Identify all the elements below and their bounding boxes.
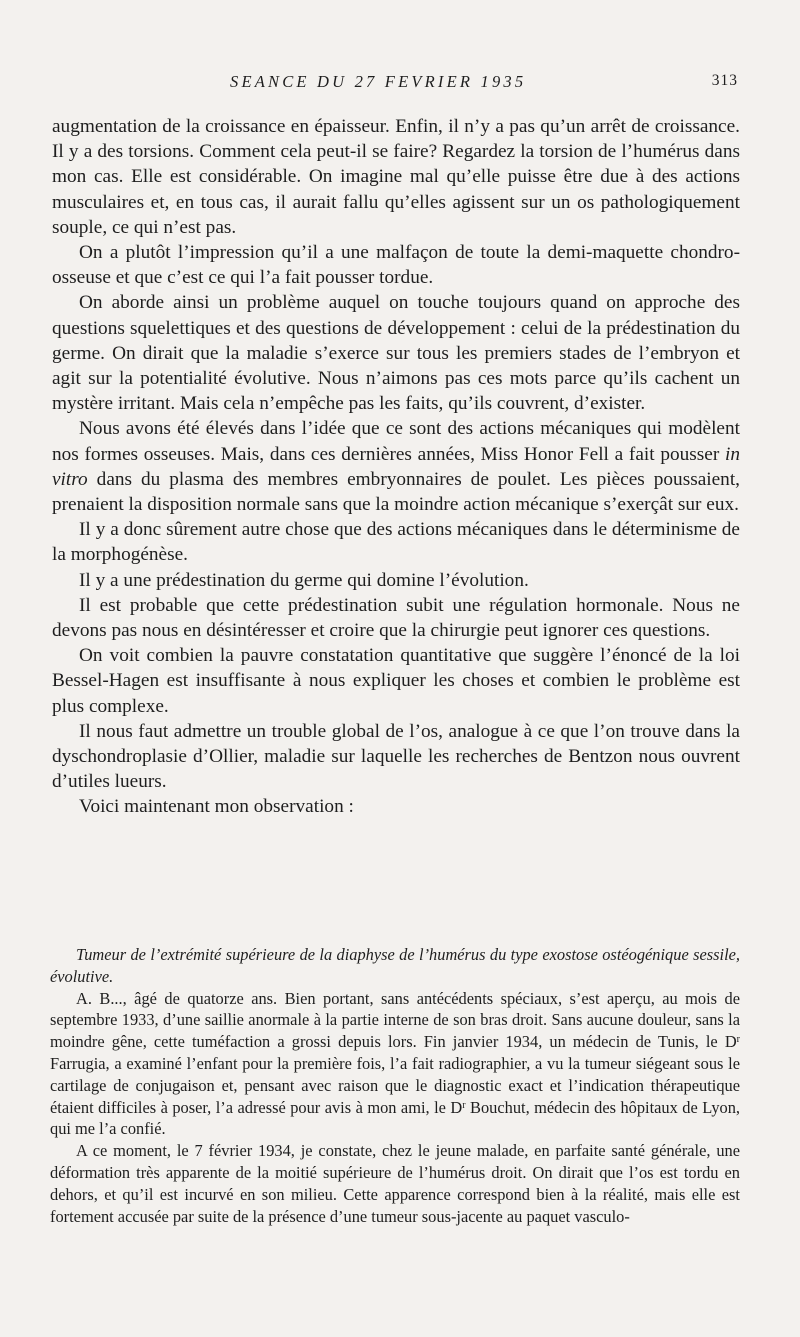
paragraph-1: augmentation de la croissance en épaisseur. Enfin, il n’y a pas qu’un arrêt de croissance. Il y a des torsions. Comment cela peut-il se faire? Regardez la torsion de l’humérus dans mon cas. Elle est considérable. On imagine mal qu’elle puisse être due à des actions musculaires et, en tous cas, il aurait fallu qu’elles agissent sur un os pathologiquement souple, ce qui n’est pas. bbox=[52, 116, 740, 238]
running-head bbox=[0, 72, 800, 94]
paragraph-4-text-a: Nous avons été élevés dans l’idée que ce sont des actions mécaniques qui modèlent nos formes osseuses. Mais, dans ces dernières années, Miss Honor Fell a fait pousser bbox=[52, 418, 740, 465]
paragraph-6: Il y a une prédestination du germe qui domine l’évolution. bbox=[79, 569, 529, 591]
paragraph-4-text-b: dans du plasma des membres embryonnaires de poulet. Les pièces poussaient, prenaient la disposition normale sans que la moindre action mécanique s’exerçât sur eux. bbox=[52, 468, 740, 516]
paragraph-2: On a plutôt l’impression qu’il a une malfaçon de toute la demi-maquette chondro-osseuse et que c’est ce qui l’a fait pousser tordue. bbox=[52, 242, 740, 289]
observation-paragraph-1 bbox=[50, 988, 740, 1141]
page-number: 313 bbox=[711, 72, 738, 89]
observation-section bbox=[50, 944, 740, 1227]
observation-text-b: Farrugia, a examiné l’enfant pour la première fois, l’a fait radiographier, a vu la tumeur siégeant sous le cartilage de conjugaison et, pensant avec raison que le diagnostic exact et l’indication thérapeutique étaient difficiles à poser, l’a adressé pour avis à mon ami, le D bbox=[50, 1053, 740, 1117]
paragraph-7: Il est probable que cette prédestination subit une régulation hormonale. Nous ne devons pas nous en désintéresser et croire que la chirurgie peut ignorer ces questions. bbox=[52, 594, 740, 642]
observation-text-a: A. B..., âgé de quatorze ans. Bien portant, sans antécédents spéciaux, s’est aperçu, au mois de septembre 1933, d’une saillie anormale à la partie interne de son bras droit. Sans aucune douleur, sans la moindre gêne, cette tuméfaction a grossi depuis lors. Fin janvier 1934, un médecin de Tunis, le D bbox=[50, 988, 740, 1052]
running-title: SEANCE DU 27 FEVRIER 1935 bbox=[230, 72, 527, 91]
doctor-abbrev-sup-2: r bbox=[462, 1099, 466, 1111]
observation-title: Tumeur de l’extrémité supérieure de la diaphyse de l’humérus du type exostose ostéogénique sessile, évolutive. bbox=[50, 945, 740, 986]
paragraph-10: Voici maintenant mon observation : bbox=[79, 796, 354, 818]
main-text bbox=[52, 114, 740, 820]
paragraph-4 bbox=[52, 416, 740, 517]
paragraph-9: Il nous faut admettre un trouble global de l’os, analogue à ce que l’on trouve dans la dyschondroplasie d’Ollier, maladie sur laquelle les recherches de Bentzon nous ouvrent d’utiles lueurs. bbox=[52, 720, 740, 793]
paragraph-5: Il y a donc sûrement autre chose que des actions mécaniques dans le déterminisme de la morphogénèse. bbox=[52, 519, 740, 566]
in-vitro-term: in vitro bbox=[52, 443, 740, 490]
observation-paragraph-2: A ce moment, le 7 février 1934, je constate, chez le jeune malade, en parfaite santé générale, une déformation très apparente de la moitié supérieure de l’humérus droit. On dirait que l’os est tordu en dehors, et qu’il est incurvé en son milieu. Cette apparence correspond bien à la réalité, mais elle est fortement accusée par suite de la présence d’une tumeur sous-jacente au paquet vasculo- bbox=[50, 1141, 740, 1226]
paragraph-3: On aborde ainsi un problème auquel on touche toujours quand on approche des questions squelettiques et des questions de développement : celui de la prédestination du germe. On dirait que la maladie s’exerce sur tous les premiers stades de l’embryon et agit sur la potentialité évolutive. Nous n’aimons pas ces mots parce qu’ils cachent un mystère irritant. Mais cela n’empêche pas les faits, qu’ils couvrent, d’exister. bbox=[52, 292, 740, 415]
doctor-abbrev-sup-1: r bbox=[736, 1034, 740, 1046]
observation-text-c: Bouchut, médecin des hôpitaux de Lyon, qui me l’a confié. bbox=[50, 1097, 741, 1139]
paragraph-8: On voit combien la pauvre constatation quantitative que suggère l’énoncé de la loi Bessel-Hagen est insuffisante à nous expliquer les choses et combien le problème est plus complexe. bbox=[52, 645, 740, 717]
